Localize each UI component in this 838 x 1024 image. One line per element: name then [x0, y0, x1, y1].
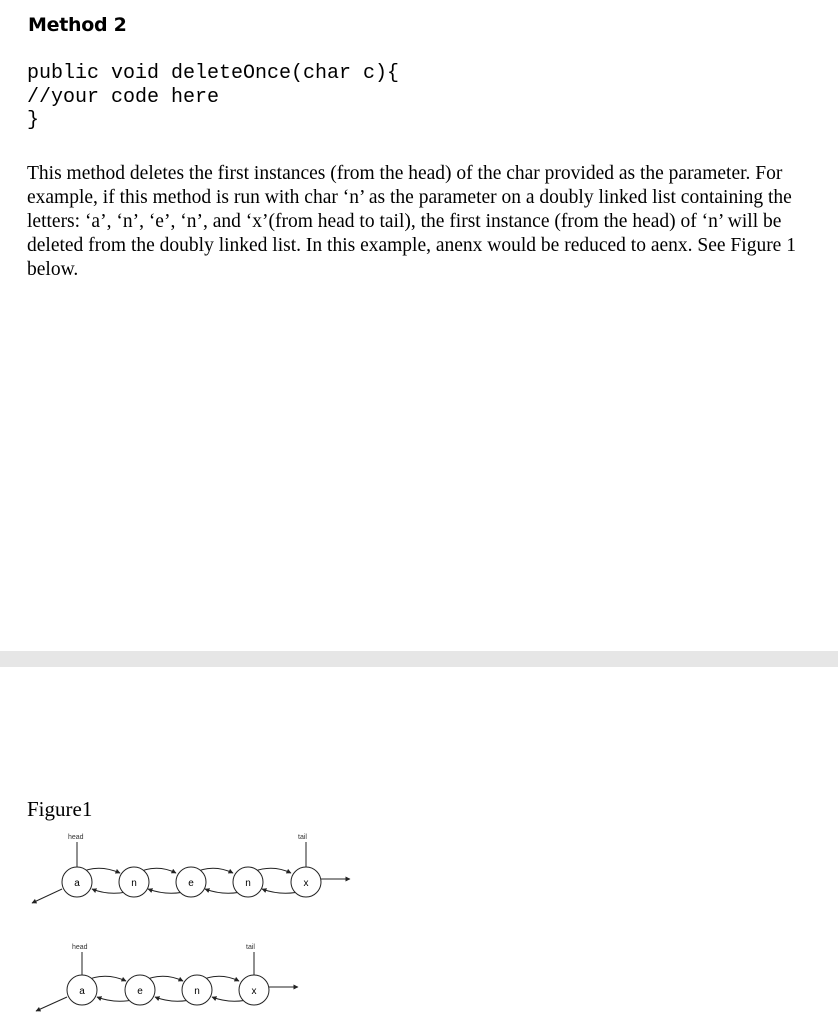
page-gap — [0, 651, 838, 667]
figure-label: Figure1 — [27, 797, 93, 821]
tail-label: tail — [298, 834, 307, 841]
list-node — [125, 975, 155, 1005]
code-line: //your code here — [27, 85, 220, 109]
list-node — [62, 867, 92, 897]
code-block — [27, 62, 399, 133]
node-value: n — [131, 878, 137, 889]
section-heading: Method 2 — [28, 14, 127, 36]
node-value: e — [188, 878, 194, 889]
head-label: head — [68, 834, 84, 841]
list-node — [233, 867, 263, 897]
list-after — [36, 944, 298, 1011]
node-value: x — [303, 878, 309, 889]
code-line: public void deleteOnce(char c){ — [27, 62, 400, 85]
list-node — [67, 975, 97, 1005]
list-node — [119, 867, 149, 897]
list-node — [182, 975, 212, 1005]
node-value: x — [251, 986, 257, 997]
list-node — [291, 867, 321, 897]
node-value: a — [74, 878, 80, 889]
list-node — [239, 975, 269, 1005]
node-value: a — [79, 986, 85, 997]
page-2 — [0, 667, 838, 1024]
head-label: head — [72, 944, 88, 951]
node-value: n — [194, 986, 200, 997]
node-value: n — [245, 878, 251, 889]
tail-label: tail — [246, 944, 255, 951]
code-line: } — [27, 109, 40, 132]
list-node — [176, 867, 206, 897]
null-prev — [36, 997, 67, 1011]
null-prev — [32, 889, 62, 903]
node-value: e — [137, 986, 143, 997]
linked-list-figure — [0, 827, 838, 1024]
method-description: This method deletes the first instances (from the head) of the char provided as the parameter. For example, if this method is run with char ‘n’ as the parameter on a doubly linked list containing the letters: ‘a’, ‘n’, ‘e’, ‘n’, and ‘x’(from head to tail), the first instance (from the head) of ‘n’ will be deleted from the doubly linked list. In this example, anenx would be reduced to aenx. See Figure 1 below. — [27, 163, 796, 280]
list-before — [32, 834, 350, 903]
